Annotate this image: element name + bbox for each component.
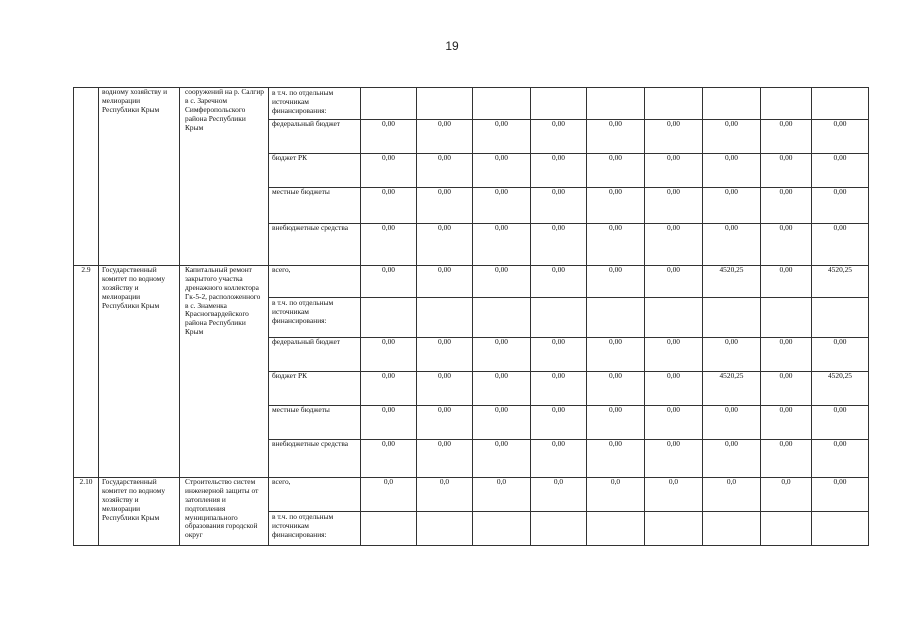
amount-cell: 0,00 bbox=[645, 266, 703, 298]
amount-cell bbox=[812, 88, 869, 120]
amount-cell: 0,00 bbox=[531, 440, 587, 478]
amount-cell: 0,0 bbox=[361, 478, 417, 512]
funding-source: внебюджетные средства bbox=[269, 440, 361, 478]
amount-cell bbox=[645, 88, 703, 120]
amount-cell bbox=[761, 88, 812, 120]
amount-cell: 0,00 bbox=[361, 440, 417, 478]
amount-cell: 0,00 bbox=[587, 154, 645, 188]
amount-cell: 0,00 bbox=[645, 440, 703, 478]
row-index: 2.9 bbox=[74, 266, 99, 478]
amount-cell bbox=[812, 298, 869, 338]
amount-cell: 0,00 bbox=[703, 406, 761, 440]
amount-cell bbox=[645, 512, 703, 546]
amount-cell: 0,00 bbox=[761, 338, 812, 372]
page-number: 19 bbox=[445, 39, 459, 53]
funding-source: федеральный бюджет bbox=[269, 338, 361, 372]
amount-cell: 0,00 bbox=[531, 406, 587, 440]
amount-cell: 0,00 bbox=[645, 154, 703, 188]
amount-cell: 0,00 bbox=[361, 372, 417, 406]
amount-cell bbox=[587, 298, 645, 338]
responsible-organization bbox=[99, 88, 180, 266]
amount-cell: 0,00 bbox=[473, 224, 531, 266]
amount-cell: 0,00 bbox=[645, 406, 703, 440]
amount-cell: 0,00 bbox=[761, 266, 812, 298]
amount-cell: 0,00 bbox=[531, 338, 587, 372]
amount-cell: 0,00 bbox=[587, 440, 645, 478]
amount-cell bbox=[361, 298, 417, 338]
amount-cell: 0,00 bbox=[361, 224, 417, 266]
amount-cell bbox=[361, 512, 417, 546]
responsible-organization bbox=[99, 478, 180, 546]
amount-cell: 0,00 bbox=[587, 372, 645, 406]
amount-cell bbox=[473, 88, 531, 120]
amount-cell bbox=[531, 88, 587, 120]
funding-source: в т.ч. по отдельным источникам финансирования: bbox=[269, 298, 361, 338]
amount-cell: 0,00 bbox=[473, 266, 531, 298]
amount-cell: 0,00 bbox=[361, 154, 417, 188]
amount-cell: 0,00 bbox=[587, 188, 645, 224]
amount-cell: 0,00 bbox=[473, 120, 531, 154]
amount-cell bbox=[761, 298, 812, 338]
amount-cell: 0,00 bbox=[473, 338, 531, 372]
funding-source: всего, bbox=[269, 266, 361, 298]
amount-cell: 0,0 bbox=[417, 478, 473, 512]
amount-cell: 0,00 bbox=[645, 224, 703, 266]
amount-cell: 0,00 bbox=[361, 338, 417, 372]
responsible-organization bbox=[99, 266, 180, 478]
amount-cell: 0,00 bbox=[473, 440, 531, 478]
amount-cell: 0,00 bbox=[473, 188, 531, 224]
amount-cell: 0,0 bbox=[703, 478, 761, 512]
object-text: Капитальный ремонт закрытого участка дренажного коллектора Гк-5-2, расположенного в с. Знаменка Красногвардейского района Республики Крым bbox=[185, 265, 261, 337]
amount-cell: 0,00 bbox=[361, 120, 417, 154]
amount-cell: 0,00 bbox=[531, 266, 587, 298]
amount-cell: 0,00 bbox=[812, 406, 869, 440]
amount-cell: 0,00 bbox=[703, 338, 761, 372]
amount-cell: 0,0 bbox=[473, 478, 531, 512]
amount-cell bbox=[761, 512, 812, 546]
amount-cell: 0,00 bbox=[587, 224, 645, 266]
amount-cell: 0,00 bbox=[361, 266, 417, 298]
amount-cell: 0,00 bbox=[587, 338, 645, 372]
amount-cell: 0,00 bbox=[531, 120, 587, 154]
amount-cell: 0,00 bbox=[587, 406, 645, 440]
amount-cell: 0,00 bbox=[417, 154, 473, 188]
amount-cell: 0,00 bbox=[812, 188, 869, 224]
amount-cell: 0,00 bbox=[761, 372, 812, 406]
amount-cell: 4520,25 bbox=[812, 372, 869, 406]
object-description bbox=[180, 266, 269, 478]
amount-cell: 0,00 bbox=[417, 372, 473, 406]
amount-cell: 0,00 bbox=[761, 440, 812, 478]
amount-cell bbox=[703, 512, 761, 546]
amount-cell: 0,00 bbox=[361, 406, 417, 440]
funding-source: в т.ч. по отдельным источникам финансирования: bbox=[269, 512, 361, 546]
amount-cell bbox=[531, 298, 587, 338]
funding-source: местные бюджеты bbox=[269, 188, 361, 224]
amount-cell: 0,00 bbox=[703, 120, 761, 154]
amount-cell: 4520,25 bbox=[812, 266, 869, 298]
amount-cell bbox=[361, 88, 417, 120]
organization-text: Государственный комитет по водному хозяйству и мелиорации Республики Крым bbox=[102, 265, 166, 310]
object-description bbox=[180, 478, 269, 546]
amount-cell: 0,00 bbox=[417, 120, 473, 154]
amount-cell bbox=[587, 88, 645, 120]
amount-cell: 0,00 bbox=[812, 440, 869, 478]
amount-cell: 0,00 bbox=[587, 266, 645, 298]
table-row bbox=[74, 266, 869, 298]
amount-cell: 0,00 bbox=[761, 406, 812, 440]
amount-cell: 0,00 bbox=[417, 406, 473, 440]
amount-cell: 0,00 bbox=[761, 188, 812, 224]
amount-cell: 0,00 bbox=[417, 188, 473, 224]
amount-cell bbox=[531, 512, 587, 546]
amount-cell bbox=[417, 512, 473, 546]
amount-cell bbox=[417, 298, 473, 338]
row-index: 2.10 bbox=[74, 478, 99, 546]
funding-source: всего, bbox=[269, 478, 361, 512]
amount-cell: 0,00 bbox=[645, 372, 703, 406]
amount-cell: 0,0 bbox=[531, 478, 587, 512]
amount-cell: 0,00 bbox=[473, 372, 531, 406]
row-index bbox=[74, 88, 99, 266]
organization-text: водному хозяйству и мелиорации Республики Крым bbox=[102, 87, 168, 114]
funding-source: внебюджетные средства bbox=[269, 224, 361, 266]
amount-cell bbox=[703, 298, 761, 338]
funding-source: федеральный бюджет bbox=[269, 120, 361, 154]
amount-cell: 4520,25 bbox=[703, 372, 761, 406]
amount-cell bbox=[473, 298, 531, 338]
amount-cell: 0,00 bbox=[761, 120, 812, 154]
amount-cell: 4520,25 bbox=[703, 266, 761, 298]
amount-cell: 0,00 bbox=[703, 224, 761, 266]
organization-text: Государственный комитет по водному хозяйству и мелиорации Республики Крым bbox=[102, 477, 166, 522]
amount-cell: 0,00 bbox=[531, 188, 587, 224]
amount-cell: 0,00 bbox=[645, 120, 703, 154]
table-row bbox=[74, 88, 869, 120]
amount-cell: 0,00 bbox=[361, 188, 417, 224]
amount-cell: 0,00 bbox=[812, 154, 869, 188]
amount-cell: 0,00 bbox=[417, 266, 473, 298]
amount-cell: 0,00 bbox=[531, 154, 587, 188]
amount-cell: 0,00 bbox=[645, 188, 703, 224]
object-text: сооружений на р. Салгир в с. Заречном Симферопольского района Республики Крым bbox=[185, 87, 264, 132]
amount-cell: 0,00 bbox=[587, 120, 645, 154]
amount-cell: 0,00 bbox=[812, 338, 869, 372]
funding-source: бюджет РК bbox=[269, 154, 361, 188]
amount-cell: 0,00 bbox=[812, 120, 869, 154]
funding-source: в т.ч. по отдельным источникам финансирования: bbox=[269, 88, 361, 120]
amount-cell: 0,00 bbox=[703, 440, 761, 478]
amount-cell bbox=[473, 512, 531, 546]
amount-cell bbox=[703, 88, 761, 120]
funding-source: бюджет РК bbox=[269, 372, 361, 406]
amount-cell: 0,00 bbox=[761, 224, 812, 266]
amount-cell bbox=[812, 512, 869, 546]
amount-cell: 0,00 bbox=[761, 154, 812, 188]
amount-cell: 0,00 bbox=[417, 224, 473, 266]
budget-table bbox=[73, 87, 869, 546]
amount-cell: 0,00 bbox=[473, 406, 531, 440]
amount-cell: 0,00 bbox=[417, 440, 473, 478]
amount-cell: 0,00 bbox=[531, 224, 587, 266]
object-text: Строительство систем инженерной защиты от затопления и подтопления муниципального образования городской округ bbox=[185, 477, 259, 540]
object-description bbox=[180, 88, 269, 266]
amount-cell: 0,00 bbox=[703, 188, 761, 224]
amount-cell: 0,00 bbox=[417, 338, 473, 372]
table-row bbox=[74, 478, 869, 512]
amount-cell bbox=[417, 88, 473, 120]
amount-cell: 0,00 bbox=[812, 478, 869, 512]
amount-cell bbox=[645, 298, 703, 338]
amount-cell: 0,00 bbox=[645, 338, 703, 372]
amount-cell bbox=[587, 512, 645, 546]
amount-cell: 0,00 bbox=[531, 372, 587, 406]
amount-cell: 0,0 bbox=[645, 478, 703, 512]
amount-cell: 0,0 bbox=[587, 478, 645, 512]
amount-cell: 0,00 bbox=[812, 224, 869, 266]
funding-source: местные бюджеты bbox=[269, 406, 361, 440]
amount-cell: 0,0 bbox=[761, 478, 812, 512]
amount-cell: 0,00 bbox=[703, 154, 761, 188]
amount-cell: 0,00 bbox=[473, 154, 531, 188]
